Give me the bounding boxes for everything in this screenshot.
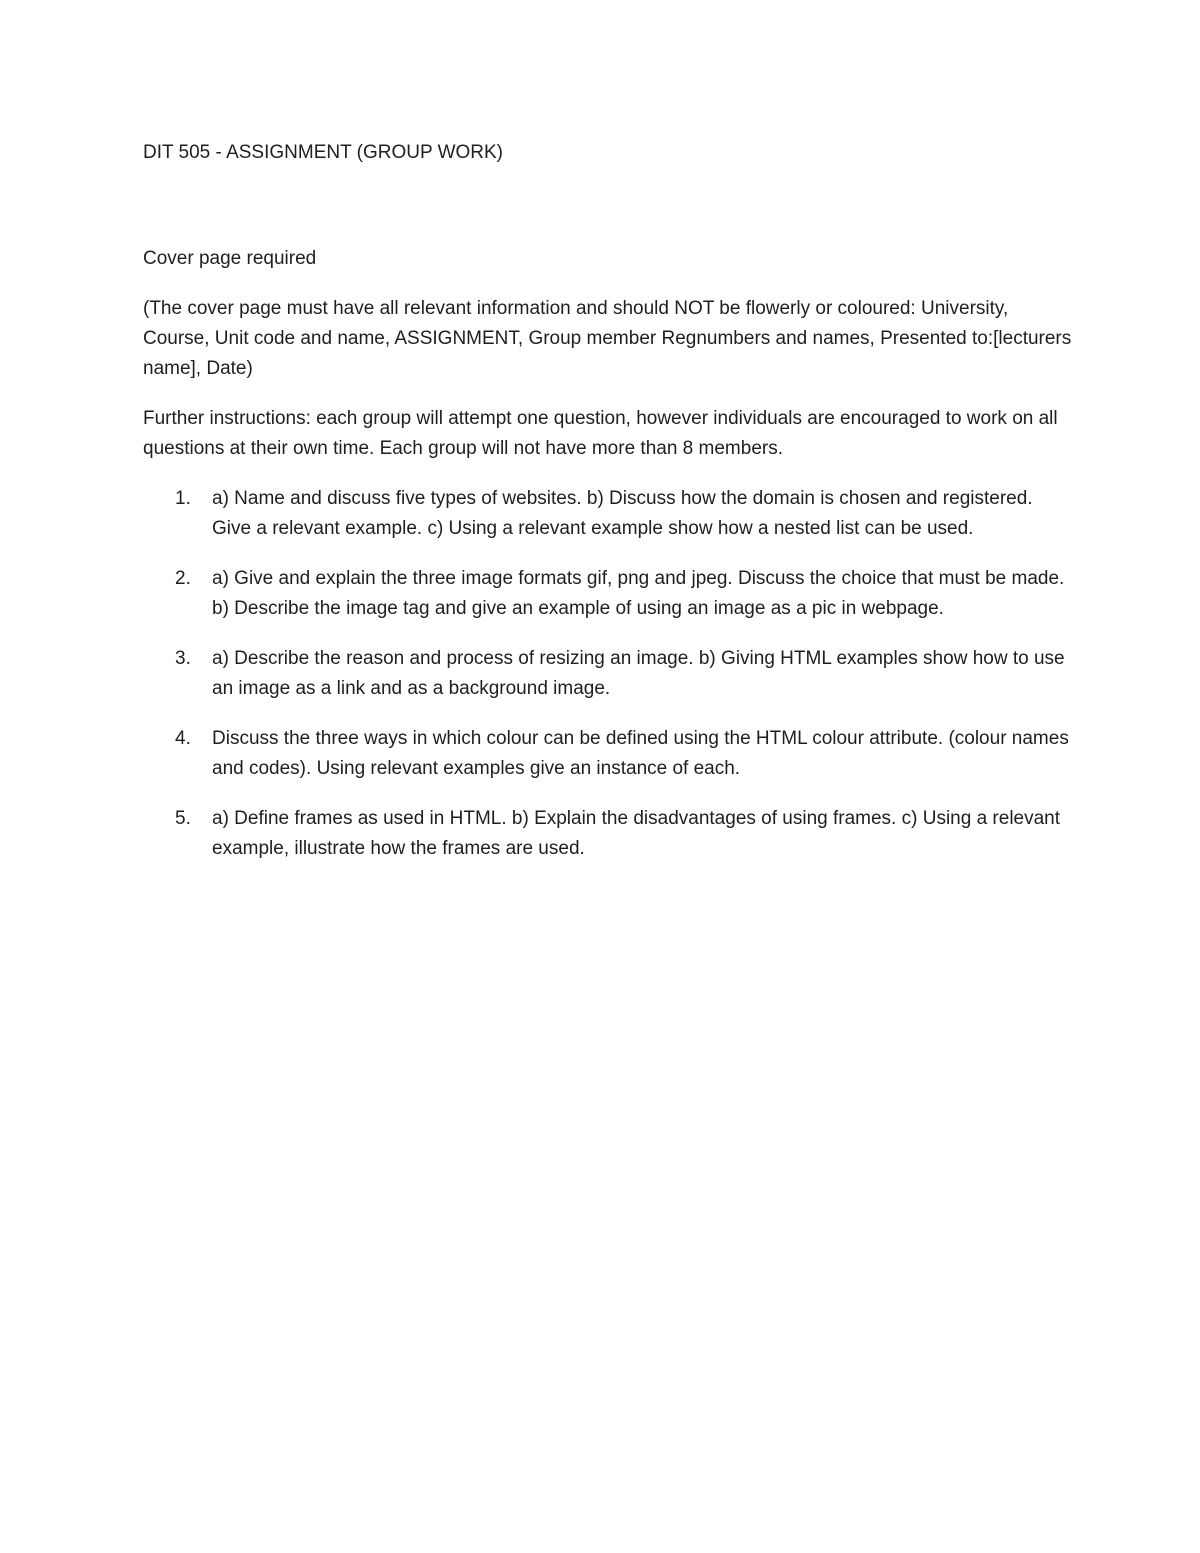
question-list (143, 484, 1073, 864)
question-number: 4. (175, 728, 191, 749)
question-number: 2. (175, 568, 191, 589)
further-instructions: Further instructions: each group will attempt one question, however individuals are encouraged to work on all questions at their own time. Each group will not have more than 8 members. (143, 408, 1058, 459)
question-item (143, 804, 1073, 864)
question-text: a) Name and discuss five types of websites. b) Discuss how the domain is chosen and registered. Give a relevant example. c) Using a relevant example show how a nested list can be used. (212, 488, 1033, 539)
question-item (143, 484, 1073, 544)
question-number: 5. (175, 808, 191, 829)
question-text: a) Give and explain the three image formats gif, png and jpeg. Discuss the choice that must be made. b) Describe the image tag and give an example of using an image as a pic in webpage. (212, 568, 1065, 619)
question-text: a) Describe the reason and process of resizing an image. b) Giving HTML examples show how to use an image as a link and as a background image. (212, 648, 1065, 699)
question-number: 1. (175, 488, 191, 509)
question-item (143, 564, 1073, 624)
question-number: 3. (175, 648, 191, 669)
question-text: a) Define frames as used in HTML. b) Explain the disadvantages of using frames. c) Using a relevant example, illustrate how the frames are used. (212, 808, 1061, 859)
cover-page-heading: Cover page required (143, 248, 317, 269)
question-item (143, 724, 1073, 784)
document-body (143, 138, 1073, 884)
cover-page-details: (The cover page must have all relevant information and should NOT be flowerly or coloured: University, Course, Unit code and name, ASSIGNMENT, Group member Regnumbers and names, Presented to:[lecturers name], Date) (143, 298, 1072, 379)
question-item (143, 644, 1073, 704)
page-title: DIT 505 - ASSIGNMENT (GROUP WORK) (143, 142, 504, 163)
question-text: Discuss the three ways in which colour can be defined using the HTML colour attribute. (colour names and codes). Using relevant examples give an instance of each. (212, 728, 1069, 779)
